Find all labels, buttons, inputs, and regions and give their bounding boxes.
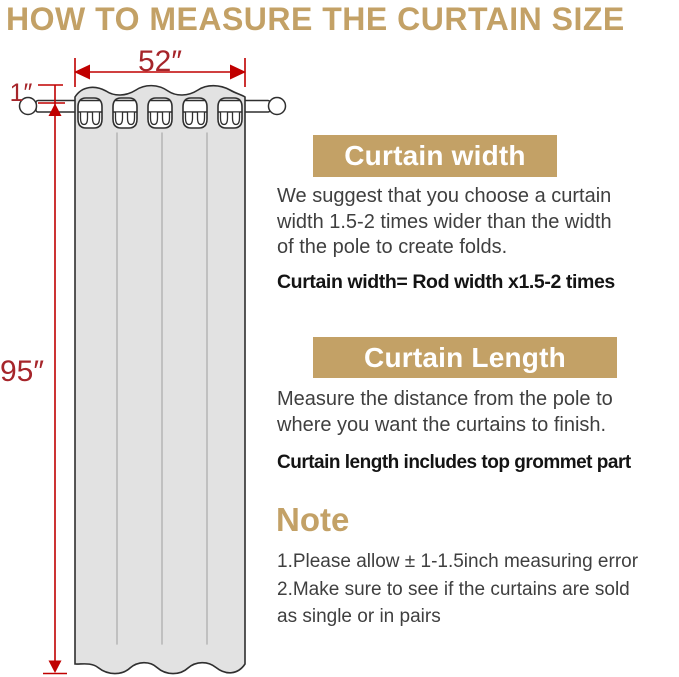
curtain-width-heading-box <box>313 135 557 177</box>
curtain-length-formula: Curtain length includes top grommet part <box>277 452 631 473</box>
width-arrow-left <box>74 65 90 80</box>
note-item-1: 1.Please allow ± 1-1.5inch measuring error <box>277 551 639 572</box>
curtain-rod-bar <box>36 101 270 113</box>
grommet-dimension-label: 1″ <box>9 79 33 107</box>
width-arrow-right <box>230 65 246 80</box>
curtain-width-formula: Curtain width= Rod width x1.5-2 times <box>277 271 615 293</box>
note-item-2: 2.Make sure to see if the curtains are sold <box>277 578 630 600</box>
width-dimension-label: 52″ <box>138 45 182 78</box>
curtain-width-heading: Curtain width <box>344 140 526 171</box>
curtain-width-paragraph <box>277 184 612 261</box>
curtain-length-heading-box <box>313 337 617 378</box>
curtain-width-line-2: width 1.5-2 times wider than the width <box>277 210 612 233</box>
curtain-length-paragraph <box>277 387 613 438</box>
rod-right-finial <box>269 98 286 115</box>
curtain-panel <box>75 86 245 674</box>
curtain-width-line-1: We suggest that you choose a curtain <box>277 185 612 207</box>
note-item-2-continued: as single or in pairs <box>277 606 441 627</box>
length-dimension-label: 95″ <box>0 355 44 388</box>
page-title: HOW TO MEASURE THE CURTAIN SIZE <box>6 1 625 37</box>
curtain-width-line-3: of the pole to create folds. <box>277 236 508 258</box>
curtain-length-heading: Curtain Length <box>364 341 566 373</box>
curtain-diagram <box>0 40 320 677</box>
note-list <box>277 548 638 631</box>
note-heading: Note <box>276 501 350 538</box>
curtain-length-line-2: where you want the curtains to finish. <box>277 413 607 436</box>
curtain-length-line-1: Measure the distance from the pole to <box>277 388 613 410</box>
length-arrow-down <box>49 661 62 674</box>
